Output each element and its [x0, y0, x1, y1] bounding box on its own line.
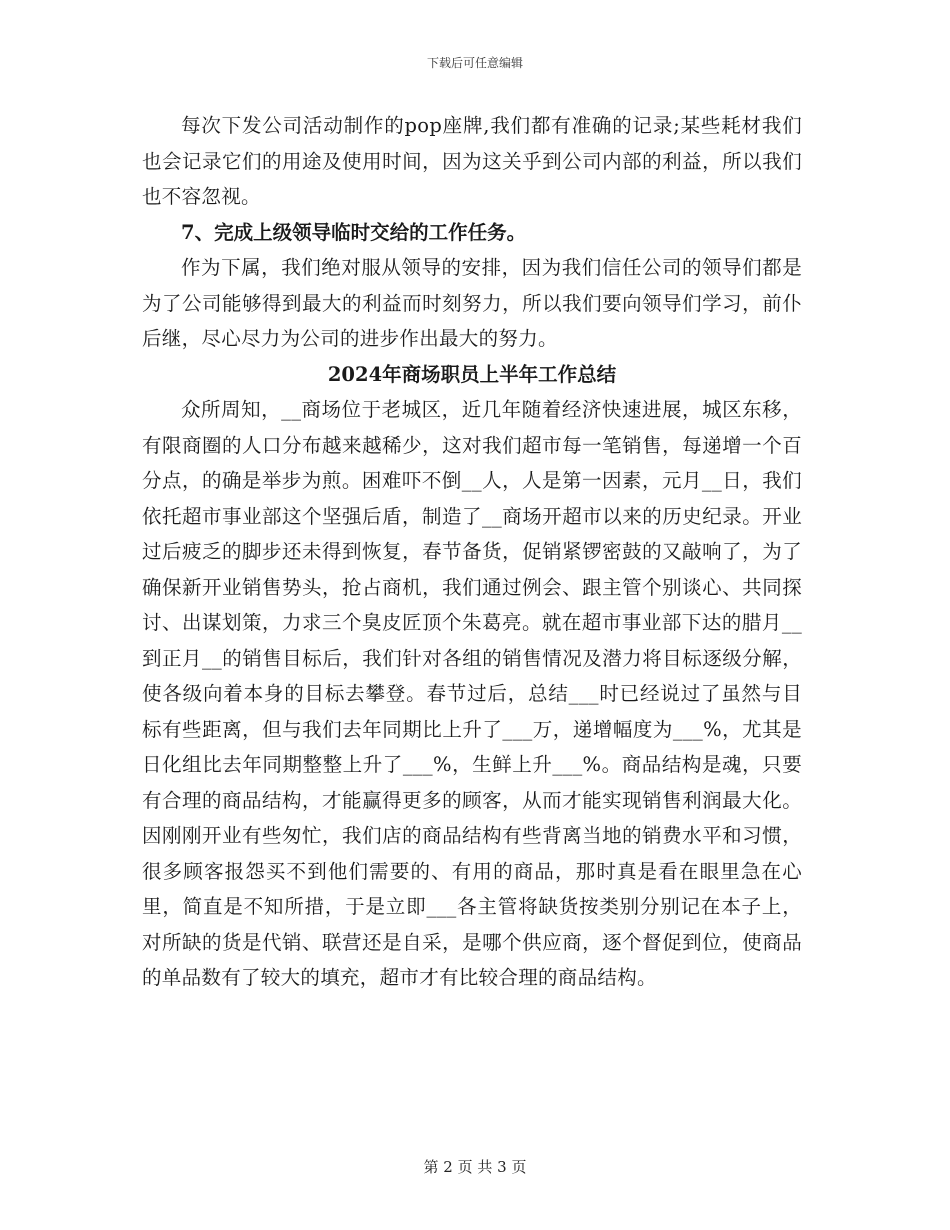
paragraph-obey-leadership: 作为下属，我们绝对服从领导的安排，因为我们信任公司的领导们都是为了公司能够得到最大的利益而时刻努力，所以我们要向领导们学习，前仆后继，尽心尽力为公司的进步作出最大的努力。 — [142, 256, 802, 350]
item-7-heading: 7、完成上级领导临时交给的工作任务。 — [181, 220, 527, 244]
header-note: 下载后可任意编辑 — [426, 56, 523, 70]
section-title: 2024年商场职员上半年工作总结 — [327, 362, 617, 386]
paragraph-pop-records: 每次下发公司活动制作的pop座牌,我们都有准确的记录;某些耗材我们也会记录它们的用途及使用时间，因为这关乎到公司内部的利益，所以我们也不容忽视。 — [142, 114, 802, 208]
page-number: 第 2 页 共 3 页 — [423, 1158, 527, 1176]
paragraph-summary: 众所周知，__商场位于老城区，近几年随着经济快速进展，城区东移，有限商圈的人口分布越来越稀少，这对我们超市每一笔销售，每递增一个百分点，的确是举步为煎。困难吓不倒__人，人是第一因素，元月__日，我们依托超市事业部这个坚强后盾，制造了__商场开超市以来的历史纪录。开业过后疲乏的脚步还未得到恢复，春节备货，促销紧锣密鼓的又敲响了，为了确保新开业销售势头，抢占商机，我们通过例会、跟主管个别谈心、共同探讨、出谋划策，力求三个臭皮匠顶个朱葛亮。就在超市事业部下达的腊月__到正月__的销售目标后，我们针对各组的销售情况及潜力将目标逐级分解，使各级向着本身的目标去攀登。春节过后，总结___时已经说过了虽然与目标有些距离，但与我们去年同期比上升了___万，递增幅度为___%，尤其是日化组比去年同期整整上升了___%，生鲜上升___%。商品结构是魂，只要有合理的商品结构，才能赢得更多的顾客，从而才能实现销售利润最大化。因刚刚开业有些匆忙，我们店的商品结构有些背离当地的销费水平和习惯，很多顾客报怨买不到他们需要的、有用的商品，那时真是看在眼里急在心里，简直是不知所措，于是立即___各主管将缺货按类别分别记在本子上，对所缺的货是代销、联营还是自采，是哪个供应商，逐个督促到位，使商品的单品数有了较大的填充，超市才有比较合理的商品结构。 — [142, 398, 802, 989]
document-body — [142, 108, 802, 996]
